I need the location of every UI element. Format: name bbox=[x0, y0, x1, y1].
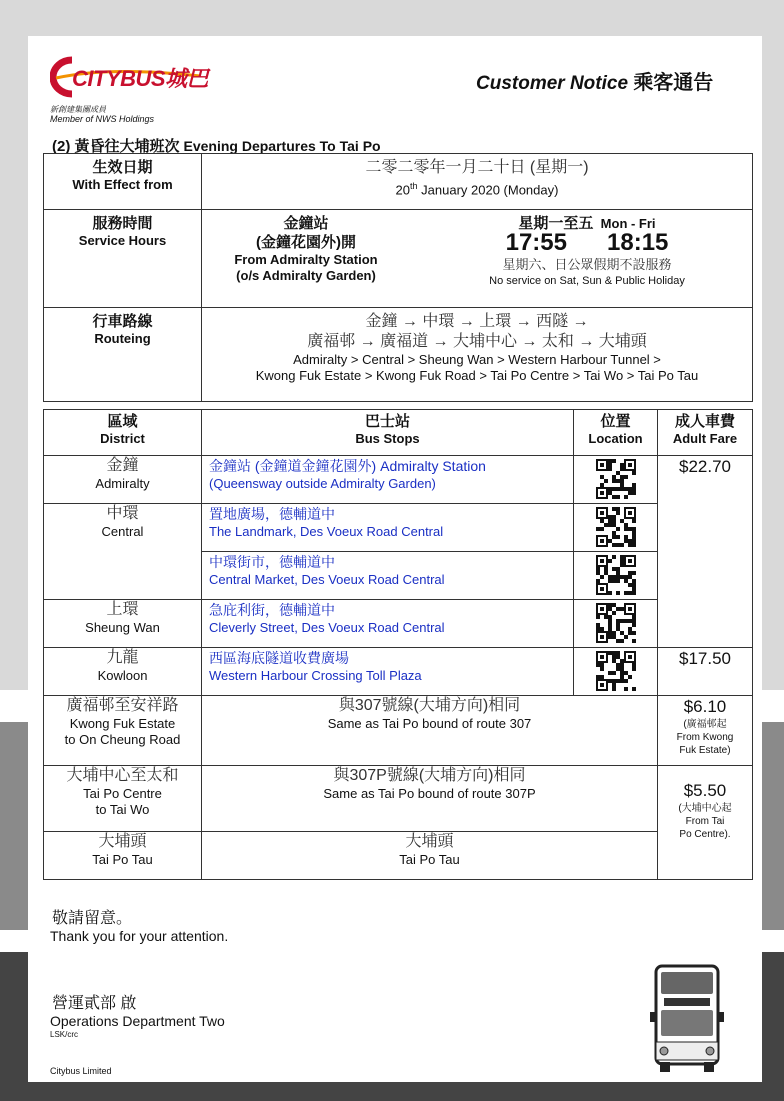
same-route-cell bbox=[202, 696, 658, 766]
brand-name: CITYBUS城巴 bbox=[72, 66, 209, 91]
fare-cell bbox=[658, 696, 753, 766]
location-cell bbox=[574, 648, 658, 696]
stop-name-zh: 置地廣場，德輔道中 bbox=[209, 506, 335, 522]
routeing-label-zh: 行車路線 bbox=[92, 313, 153, 330]
district-name-en: Tai Po Tau bbox=[92, 852, 153, 867]
effective-label bbox=[44, 154, 202, 210]
fare-amount: $17.50 bbox=[679, 649, 731, 668]
date-day: 20 bbox=[395, 182, 411, 198]
table-row bbox=[44, 832, 753, 880]
fare-cell bbox=[658, 766, 753, 880]
qr-code-icon[interactable] bbox=[596, 651, 636, 691]
origin-block bbox=[216, 214, 396, 284]
location-cell bbox=[574, 504, 658, 552]
stop-name-zh: 急庇利街，德輔道中 bbox=[209, 602, 335, 618]
reference-code: LSK/crc bbox=[50, 1030, 79, 1039]
date-suffix: th bbox=[410, 181, 418, 191]
routeing-details bbox=[202, 308, 753, 402]
district-name-zh: 九龍 bbox=[106, 649, 139, 666]
district-cell bbox=[44, 504, 202, 600]
district-zh: 區域 bbox=[107, 413, 138, 430]
frame-top bbox=[0, 0, 784, 36]
district-name-zh: 上環 bbox=[106, 601, 139, 618]
effective-date bbox=[202, 154, 753, 210]
district-name-zh: 大埔頭 bbox=[98, 833, 147, 850]
effective-row bbox=[44, 154, 753, 210]
frame-left-band bbox=[0, 722, 28, 930]
district-name-en: Central bbox=[101, 524, 144, 539]
section-heading-zh: (2) 黃昏往大埔班次 bbox=[52, 138, 180, 155]
stop-name-line1: 金鐘站 (金鐘道金鐘花園外) Admiralty Station bbox=[209, 458, 486, 474]
district-cell bbox=[44, 766, 202, 832]
header-fare bbox=[658, 410, 753, 456]
fare-cell bbox=[658, 456, 753, 648]
same-route-en: Tai Po Tau bbox=[399, 852, 460, 867]
routeing-row bbox=[44, 308, 753, 402]
origin-en1: From Admiralty Station bbox=[234, 252, 378, 267]
district-name-en1: Kwong Fuk Estate bbox=[69, 716, 176, 731]
frame-right bbox=[762, 0, 784, 690]
table-separator bbox=[44, 402, 753, 410]
frame-bottom bbox=[0, 1082, 784, 1101]
no-service-zh: 星期六、日公眾假期不設服務 bbox=[502, 257, 672, 272]
same-route-cell bbox=[202, 766, 658, 832]
effective-date-en bbox=[202, 178, 752, 198]
notice-zh: 乘客通告 bbox=[633, 72, 714, 94]
stop-cell bbox=[202, 600, 574, 648]
routeing-label bbox=[44, 308, 202, 402]
fare-cell bbox=[658, 648, 753, 696]
service-label bbox=[44, 210, 202, 308]
qr-code-icon[interactable] bbox=[596, 459, 636, 499]
origin-en2: (o/s Admiralty Garden) bbox=[236, 268, 376, 283]
district-name-en2: to On Cheung Road bbox=[64, 732, 181, 747]
same-route-zh: 與307號線(大埔方向)相同 bbox=[338, 697, 521, 714]
frame-right-band bbox=[762, 722, 784, 930]
stop-name-line2: (Queensway outside Admiralty Garden) bbox=[209, 476, 436, 491]
district-en: District bbox=[100, 431, 145, 446]
table-row bbox=[44, 696, 753, 766]
stop-name-zh: 西區海底隧道收費廣場 bbox=[209, 650, 349, 666]
district-name-en: Kowloon bbox=[97, 668, 148, 683]
location-cell bbox=[574, 552, 658, 600]
fare-note-en2: Fuk Estate) bbox=[679, 745, 731, 756]
same-route-en: Same as Tai Po bound of route 307P bbox=[323, 786, 536, 801]
fare-zh: 成人車費 bbox=[674, 413, 735, 430]
effective-label-en: With Effect from bbox=[72, 177, 173, 192]
stop-cell bbox=[202, 504, 574, 552]
qr-code-icon[interactable] bbox=[596, 507, 636, 547]
company-name: Citybus Limited bbox=[50, 1066, 112, 1076]
fare-amount: $6.10 bbox=[683, 697, 727, 716]
origin-zh2: (金鐘花園外)開 bbox=[256, 234, 356, 251]
qr-code-icon[interactable] bbox=[596, 555, 636, 595]
frame-bottom-left bbox=[0, 952, 28, 1101]
customer-notice-title bbox=[476, 66, 713, 95]
location-cell bbox=[574, 456, 658, 504]
route-line1-en: Admiralty > Central > Sheung Wan > Western Harbour Tunnel > bbox=[293, 352, 661, 367]
member-zh: 新創建集團成員 bbox=[50, 105, 106, 114]
table-row bbox=[44, 600, 753, 648]
district-name-zh: 廣福邨至安祥路 bbox=[66, 697, 179, 714]
stops-header-row bbox=[44, 410, 753, 456]
district-cell bbox=[44, 456, 202, 504]
no-service-en: No service on Sat, Sun & Public Holiday bbox=[489, 275, 685, 287]
district-name-zh: 中環 bbox=[106, 505, 139, 522]
service-row bbox=[44, 210, 753, 308]
origin-zh1: 金鐘站 bbox=[283, 215, 329, 232]
table-row bbox=[44, 766, 753, 832]
header-district bbox=[44, 410, 202, 456]
days-en: Mon - Fri bbox=[600, 216, 656, 231]
effective-date-zh: 二零二零年一月二十日 (星期一) bbox=[365, 159, 589, 176]
same-route-zh: 與307P號線(大埔方向)相同 bbox=[333, 767, 526, 784]
service-label-zh: 服務時間 bbox=[92, 215, 153, 232]
fare-note-zh: (大埔中心起 bbox=[678, 803, 732, 814]
member-en: Member of NWS Holdings bbox=[50, 114, 155, 124]
routeing-label-en: Routeing bbox=[94, 331, 151, 346]
departure-time-2: 18:15 bbox=[607, 229, 669, 256]
service-details bbox=[202, 210, 753, 308]
stop-name-zh: 中環街市，德輔道中 bbox=[209, 554, 335, 570]
same-route-zh: 大埔頭 bbox=[405, 833, 454, 850]
table-row bbox=[44, 648, 753, 696]
same-route-en: Same as Tai Po bound of route 307 bbox=[327, 716, 532, 731]
department-zh: 營運貳部 啟 bbox=[52, 995, 137, 1012]
route-line1-zh: 金鐘 → 中環 → 上環 → 西隧 → bbox=[365, 313, 589, 330]
district-name-en2: to Tai Wo bbox=[95, 802, 150, 817]
thanks-en: Thank you for your attention. bbox=[50, 928, 229, 944]
same-route-cell bbox=[202, 832, 658, 880]
service-label-en: Service Hours bbox=[78, 233, 167, 248]
route-line2-en: Kwong Fuk Estate > Kwong Fuk Road > Tai Po Centre > Tai Wo > Tai Po Tau bbox=[255, 368, 699, 383]
frame-bottom-right bbox=[762, 952, 784, 1101]
thanks-zh: 敬請留意。 bbox=[52, 910, 133, 927]
fare-note-en1: From Tai bbox=[685, 816, 725, 827]
stop-cell bbox=[202, 648, 574, 696]
district-cell bbox=[44, 696, 202, 766]
qr-code-icon[interactable] bbox=[596, 603, 636, 643]
route-line2-zh: 廣福邨 → 廣福道 → 大埔中心 → 太和 → 大埔頭 bbox=[307, 333, 647, 350]
citybus-logo bbox=[50, 56, 220, 98]
location-zh: 位置 bbox=[600, 413, 631, 430]
district-cell bbox=[44, 832, 202, 880]
stops-zh: 巴士站 bbox=[364, 413, 410, 430]
stop-cell bbox=[202, 456, 574, 504]
district-name-en: Admiralty bbox=[95, 476, 150, 491]
table-row bbox=[44, 504, 753, 552]
fare-amount: $22.70 bbox=[679, 457, 731, 476]
district-name-zh: 大埔中心至太和 bbox=[66, 767, 179, 784]
header-stops bbox=[202, 410, 574, 456]
stops-en: Bus Stops bbox=[355, 431, 420, 446]
district-name-zh: 金鐘 bbox=[106, 457, 139, 474]
fare-note-en2: Po Centre). bbox=[679, 829, 731, 840]
department-en: Operations Department Two bbox=[50, 1013, 225, 1029]
district-name-en1: Tai Po Centre bbox=[83, 786, 162, 801]
district-cell bbox=[44, 600, 202, 648]
location-en: Location bbox=[588, 431, 643, 446]
stop-name-en: The Landmark, Des Voeux Road Central bbox=[209, 524, 444, 539]
location-cell bbox=[574, 600, 658, 648]
departure-time-1: 17:55 bbox=[505, 229, 567, 256]
date-rest: January 2020 (Monday) bbox=[417, 182, 559, 198]
district-name-en: Sheung Wan bbox=[85, 620, 160, 635]
header-location bbox=[574, 410, 658, 456]
bus-icon bbox=[650, 962, 728, 1074]
fare-amount: $5.50 bbox=[683, 781, 727, 800]
separator-cell bbox=[44, 402, 753, 410]
stop-cell bbox=[202, 552, 574, 600]
days-zh: 星期一至五 bbox=[518, 215, 594, 232]
timing-block bbox=[457, 214, 717, 289]
effective-label-zh: 生效日期 bbox=[92, 159, 153, 176]
stop-name-en: Cleverly Street, Des Voeux Road Central bbox=[209, 620, 445, 635]
section-heading-en: Evening Departures To Tai Po bbox=[183, 138, 381, 154]
fare-note-en1: From Kwong bbox=[676, 732, 734, 743]
frame-left bbox=[0, 0, 28, 690]
stop-name-en: Western Harbour Crossing Toll Plaza bbox=[209, 668, 422, 683]
fare-en: Adult Fare bbox=[672, 431, 738, 446]
district-cell bbox=[44, 648, 202, 696]
notice-en: Customer Notice bbox=[476, 73, 629, 94]
fare-note-zh: (廣福邨起 bbox=[683, 719, 727, 730]
schedule-table bbox=[43, 153, 753, 880]
table-row bbox=[44, 456, 753, 504]
stop-name-en: Central Market, Des Voeux Road Central bbox=[209, 572, 445, 587]
